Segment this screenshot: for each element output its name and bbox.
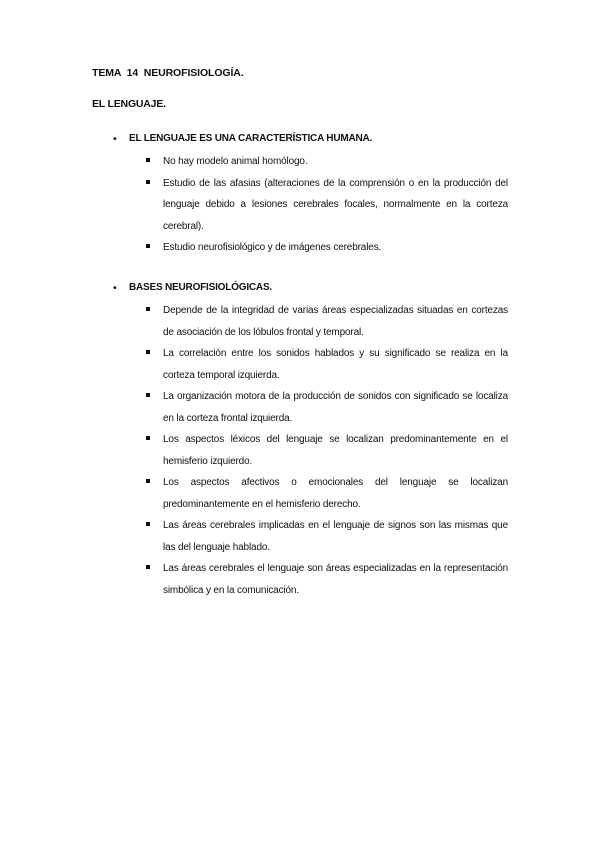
- square-bullet-icon: [146, 522, 150, 526]
- square-bullet-icon: [146, 307, 150, 311]
- list-item-text: Estudio de las afasias (alteraciones de la comprensión o en la producción del lenguaje debido a lesiones cerebrales focales, normalmente en la corteza cerebral).: [163, 177, 508, 232]
- list-item-text: Las áreas cerebrales el lenguaje son áreas especializadas en la representación simbólica y en la comunicación.: [163, 563, 508, 596]
- list-item: [163, 173, 508, 238]
- list-item-text: Depende de la integridad de varias áreas especializadas situadas en cortezas de asociación de los lóbulos frontal y temporal.: [163, 305, 508, 338]
- square-bullet-icon: [146, 350, 150, 354]
- list-item: [163, 429, 508, 472]
- square-bullet-icon: [146, 479, 150, 483]
- list-item: [163, 300, 508, 343]
- bullet-list: [0, 151, 600, 259]
- list-item-text: La organización motora de la producción de sonidos con significado se localiza en la corteza frontal izquierda.: [163, 391, 508, 424]
- document-subtitle: EL LENGUAJE.: [92, 98, 166, 110]
- list-item-text: Los aspectos afectivos o emocionales del lenguaje se localizan predominantemente en el hemisferio derecho.: [163, 477, 508, 510]
- list-item-text: No hay modelo animal homólogo.: [163, 156, 308, 167]
- section-heading: [0, 280, 600, 296]
- square-bullet-icon: [146, 180, 150, 184]
- round-bullet-icon: •: [113, 133, 117, 145]
- bullet-list: [0, 300, 600, 601]
- list-item: [163, 515, 508, 558]
- round-bullet-icon: •: [113, 282, 117, 294]
- list-item: [163, 386, 508, 429]
- section-heading: [0, 131, 600, 147]
- square-bullet-icon: [146, 158, 150, 162]
- list-item-text: La correlación entre los sonidos hablados y su significado se realiza en la corteza temporal izquierda.: [163, 348, 508, 381]
- section-bases-neurofisiologicas: [0, 280, 600, 601]
- document-title: TEMA 14 NEUROFISIOLOGÍA.: [92, 67, 244, 79]
- list-item: [163, 151, 508, 173]
- list-item: [163, 343, 508, 386]
- section-lenguaje-humano: [0, 131, 600, 259]
- square-bullet-icon: [146, 393, 150, 397]
- list-item: [163, 558, 508, 601]
- square-bullet-icon: [146, 565, 150, 569]
- list-item-text: Los aspectos léxicos del lenguaje se localizan predominantemente en el hemisferio izquierdo.: [163, 434, 508, 467]
- list-item-text: Estudio neurofisiológico y de imágenes cerebrales.: [163, 242, 382, 253]
- list-item: [163, 472, 508, 515]
- section-title: EL LENGUAJE ES UNA CARACTERÍSTICA HUMANA.: [129, 133, 373, 144]
- square-bullet-icon: [146, 436, 150, 440]
- list-item: [163, 237, 508, 259]
- section-title: BASES NEUROFISIOLÓGICAS.: [129, 282, 272, 293]
- list-item-text: Las áreas cerebrales implicadas en el lenguaje de signos son las mismas que las del lenguaje hablado.: [163, 520, 508, 553]
- square-bullet-icon: [146, 244, 150, 248]
